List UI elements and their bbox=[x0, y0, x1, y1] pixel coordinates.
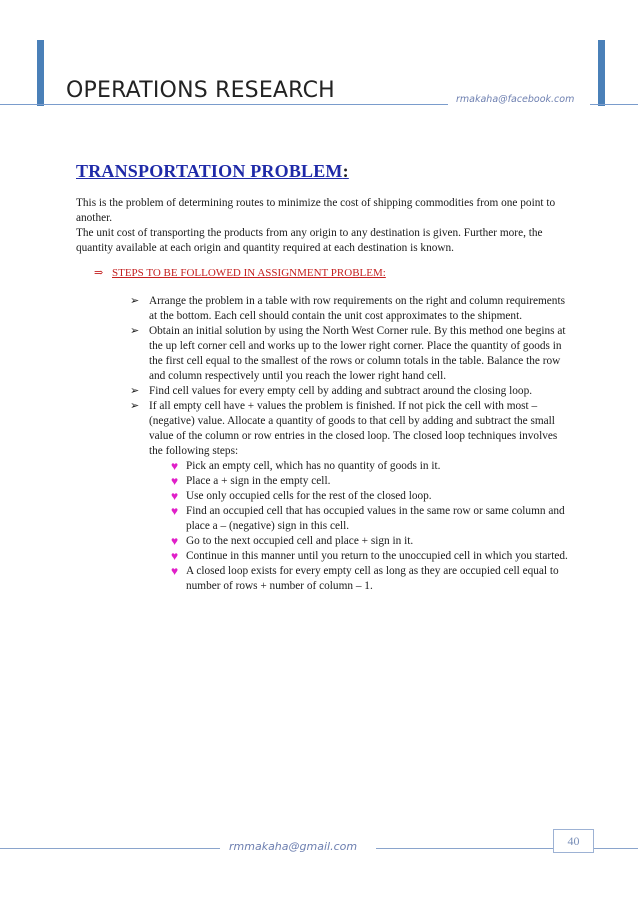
section-title-text: TRANSPORTATION PROBLEM bbox=[76, 161, 343, 181]
heart-bullet-icon: ♥ bbox=[171, 534, 179, 548]
substep-text: Find an occupied cell that has occupied values in the same row or same column and place a – (negative) sign in this cell. bbox=[186, 505, 565, 532]
arrow-bullet-icon: ➢ bbox=[130, 325, 140, 337]
substep-text: Place a + sign in the empty cell. bbox=[186, 475, 331, 487]
double-arrow-icon: ⇒ bbox=[94, 267, 104, 279]
list-item bbox=[130, 324, 570, 384]
heart-bullet-icon: ♥ bbox=[171, 504, 179, 518]
step-text: If all empty cell have + values the problem is finished. If not pick the cell with most – (negative) value. Allocate a quantity of goods to that cell by adding and subtract the small value of the column or row entries in the closed loop. The closed loop techniques involves the following steps: bbox=[149, 400, 558, 457]
substep-text: Continue in this manner until you return to the unoccupied cell in which you started. bbox=[186, 550, 568, 562]
arrow-bullet-icon: ➢ bbox=[130, 400, 140, 412]
section-title-colon: : bbox=[342, 161, 349, 181]
header-rule bbox=[40, 104, 448, 105]
steps-heading bbox=[94, 266, 386, 279]
step-text: Arrange the problem in a table with row requirements on the right and column requirements at the bottom. Each cell should contain the unit cost approximates to the shipment. bbox=[149, 295, 565, 322]
steps-heading-text: STEPS TO BE FOLLOWED IN ASSIGNMENT PROBLEM: bbox=[112, 267, 386, 279]
footer-rule-middle bbox=[376, 848, 553, 849]
substep-text: Use only occupied cells for the rest of the closed loop. bbox=[186, 490, 432, 502]
list-item bbox=[171, 504, 570, 534]
list-item bbox=[130, 399, 570, 594]
heart-bullet-icon: ♥ bbox=[171, 549, 179, 563]
footer-rule-left bbox=[0, 848, 220, 849]
header-rule-left bbox=[0, 104, 40, 105]
list-item bbox=[130, 384, 570, 399]
header-title: OPERATIONS RESEARCH bbox=[66, 78, 335, 103]
list-item bbox=[171, 489, 570, 504]
closed-loop-steps-list bbox=[149, 459, 570, 594]
substep-text: Pick an empty cell, which has no quantity of goods in it. bbox=[186, 460, 441, 472]
footer-email: rmmakaha@gmail.com bbox=[229, 840, 358, 853]
substep-text: Go to the next occupied cell and place + sign in it. bbox=[186, 535, 414, 547]
header-email: rmakaha@facebook.com bbox=[456, 94, 575, 105]
header-right-bar bbox=[598, 40, 605, 106]
footer-rule-right bbox=[593, 848, 638, 849]
page-number: 40 bbox=[553, 829, 594, 853]
unit-cost-paragraph: The unit cost of transporting the products from any origin to any destination is given. Further more, the quantity available at each origin and quantity required at each destination is known. bbox=[76, 227, 543, 254]
arrow-bullet-icon: ➢ bbox=[130, 295, 140, 307]
step-text: Obtain an initial solution by using the North West Corner rule. By this method one begins at the up left corner cell and works up to the lower right corner. Place the quantity of goods in the first cell equal to the smallest of the rows or column totals in the table. Balance the row and column respectively until you reach the lower right hand cell. bbox=[149, 325, 566, 382]
section-title bbox=[76, 161, 349, 182]
steps-list bbox=[130, 294, 570, 594]
substep-text: A closed loop exists for every empty cell as long as they are occupied cell equal to number of rows + number of column – 1. bbox=[186, 565, 559, 592]
list-item bbox=[171, 564, 570, 594]
heart-bullet-icon: ♥ bbox=[171, 459, 179, 473]
list-item bbox=[130, 294, 570, 324]
heart-bullet-icon: ♥ bbox=[171, 474, 179, 488]
list-item bbox=[171, 549, 570, 564]
heart-bullet-icon: ♥ bbox=[171, 489, 179, 503]
list-item bbox=[171, 534, 570, 549]
header-rule-right bbox=[590, 104, 638, 105]
heart-bullet-icon: ♥ bbox=[171, 564, 179, 578]
list-item bbox=[171, 474, 570, 489]
header-left-bar bbox=[37, 40, 44, 106]
list-item bbox=[171, 459, 570, 474]
arrow-bullet-icon: ➢ bbox=[130, 385, 140, 397]
step-text: Find cell values for every empty cell by adding and subtract around the closing loop. bbox=[149, 385, 533, 397]
intro-paragraph: This is the problem of determining routes to minimize the cost of shipping commodities from one point to another. bbox=[76, 197, 556, 224]
